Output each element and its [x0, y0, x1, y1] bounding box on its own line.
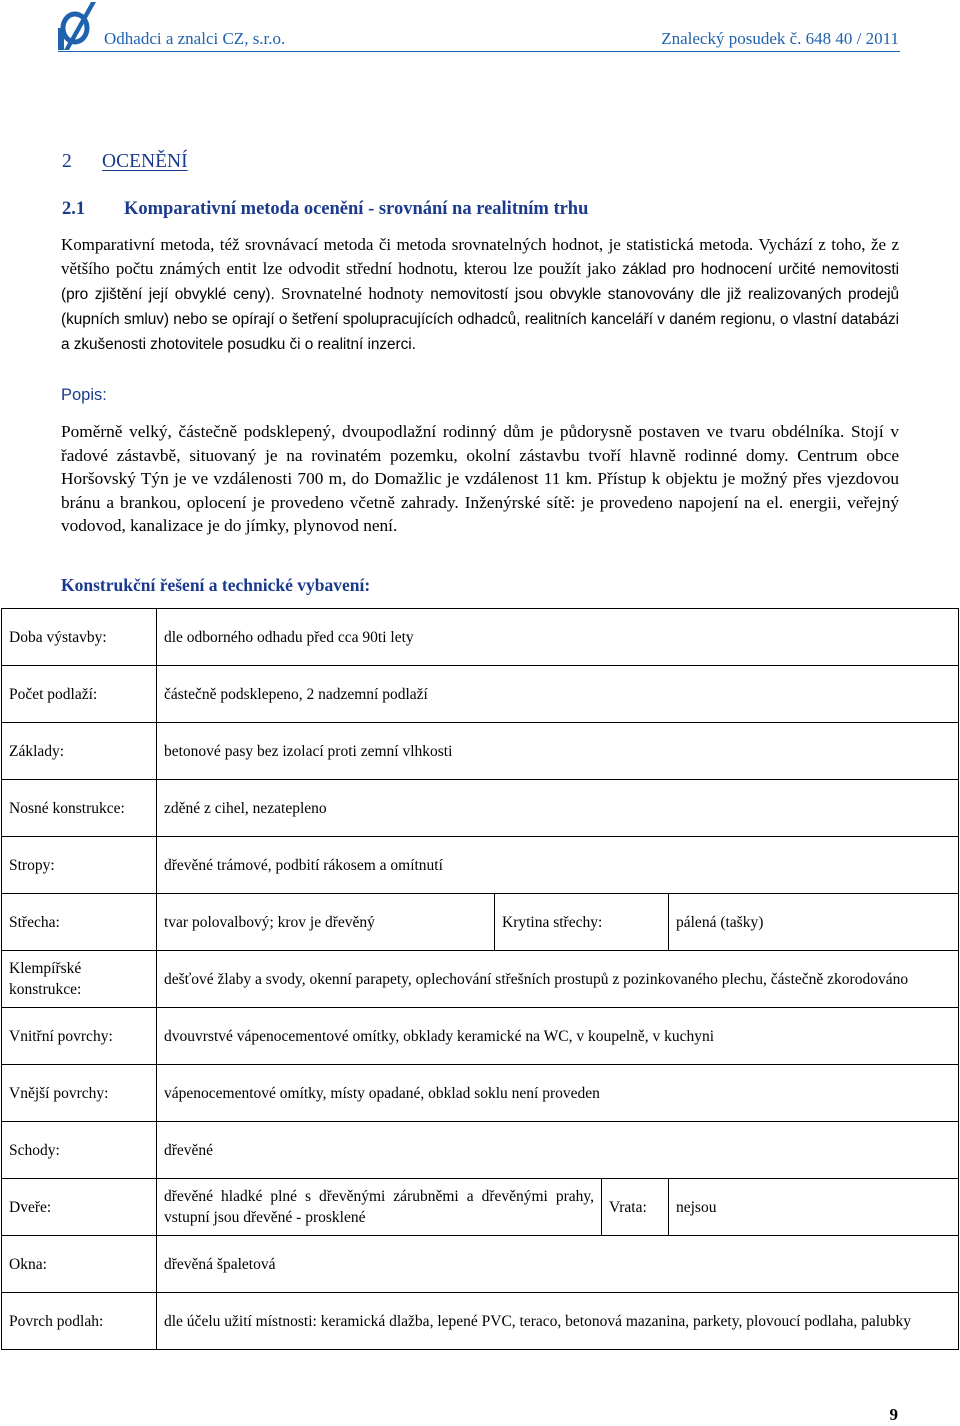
- row-value: vápenocementové omítky, místy opadané, obklad soklu není proveden: [157, 1065, 959, 1122]
- table-row: [2, 837, 959, 894]
- row-label: Vnitřní povrchy:: [2, 1008, 157, 1065]
- report-identifier: Znalecký posudek č. 648 40 / 2011: [661, 29, 899, 48]
- row-value-secondary: nejsou: [669, 1179, 959, 1236]
- row-label: Klempířské konstrukce:: [2, 951, 157, 1008]
- row-label: Povrch podlah:: [2, 1293, 157, 1350]
- table-row: [2, 1236, 959, 1293]
- section-heading: [62, 151, 188, 173]
- header-rule: [58, 51, 900, 52]
- table-row: [2, 780, 959, 837]
- table-row: [2, 1179, 959, 1236]
- row-label: Základy:: [2, 723, 157, 780]
- row-value: dřevěné: [157, 1122, 959, 1179]
- table-row: [2, 1293, 959, 1350]
- intro-part-2: základ pro hodnocení určité nemovitosti (pro zjištění její obvyklé ceny).: [61, 261, 899, 304]
- row-label: Doba výstavby:: [2, 609, 157, 666]
- row-value-secondary: pálená (tašky): [669, 894, 959, 951]
- subsection-title: Komparativní metoda ocenění - srovnání na realitním trhu: [124, 199, 589, 219]
- subsection-number: 2.1: [62, 199, 86, 219]
- row-label: Schody:: [2, 1122, 157, 1179]
- construction-heading: Konstrukční řešení a technické vybavení:: [61, 575, 371, 595]
- construction-table: [1, 608, 959, 1350]
- row-value: dvouvrstvé vápenocementové omítky, obklady keramické na WC, v koupelně, v kuchyni: [157, 1008, 959, 1065]
- row-value: tvar polovalbový; krov je dřevěný: [157, 894, 495, 951]
- row-value: zděné z cihel, nezatepleno: [157, 780, 959, 837]
- row-label-secondary: Krytina střechy:: [495, 894, 669, 951]
- row-value: částečně podsklepeno, 2 nadzemní podlaží: [157, 666, 959, 723]
- page-header: [0, 0, 960, 60]
- row-value: dle účelu užití místnosti: keramická dlažba, lepené PVC, teraco, betonová mazanina, parkety, plovoucí podlaha, palubky: [157, 1293, 959, 1350]
- page-number: 9: [889, 1405, 898, 1424]
- row-value: dřevěné hladké plné s dřevěnými zárubněmi a dřevěnými prahy, vstupní jsou dřevěné - prosklené: [157, 1179, 602, 1236]
- intro-paragraph: [61, 233, 899, 357]
- table-row: [2, 1008, 959, 1065]
- row-value: dle odborného odhadu před cca 90ti lety: [157, 609, 959, 666]
- row-label: Počet podlaží:: [2, 666, 157, 723]
- company-name: Odhadci a znalci CZ, s.r.o.: [104, 29, 286, 48]
- row-label: Nosné konstrukce:: [2, 780, 157, 837]
- table-row: [2, 609, 959, 666]
- popis-heading: Popis:: [61, 386, 107, 404]
- intro-part-4: nemovitostí jsou obvykle stanovovány dle již realizovaných prodejů (kupních smluv) nebo se opírají o šetření spolupracujících odhadců, realitních kanceláří v daném regionu, o vlastní databázi a zkušenosti zhotovitele posudku či o realitní inzerci.: [61, 286, 899, 354]
- row-label: Stropy:: [2, 837, 157, 894]
- section-number: 2: [62, 151, 72, 172]
- table-row: [2, 723, 959, 780]
- row-label: Střecha:: [2, 894, 157, 951]
- company-logo-icon: [58, 2, 100, 50]
- row-value: betonové pasy bez izolací proti zemní vlhkosti: [157, 723, 959, 780]
- table-row: [2, 666, 959, 723]
- row-label-secondary: Vrata:: [602, 1179, 669, 1236]
- row-label: Okna:: [2, 1236, 157, 1293]
- row-label: Dveře:: [2, 1179, 157, 1236]
- row-value: dřevěné trámové, podbití rákosem a omítnutí: [157, 837, 959, 894]
- intro-part-3: Srovnatelné hodnoty: [281, 284, 424, 304]
- table-row: [2, 1122, 959, 1179]
- subsection-heading: [62, 199, 588, 220]
- row-value: dešťové žlaby a svody, okenní parapety, oplechování střešních prostupů z pozinkovaného plechu, částečně zkorodováno: [157, 951, 959, 1008]
- popis-paragraph: Poměrně velký, částečně podsklepený, dvoupodlažní rodinný dům je půdorysně postaven ve tvaru obdélníka. Stojí v řadové zástavbě, situovaný je na rovinatém pozemku, okolní zástavbu tvoří hlavně rodinné domy. Centrum obce Horšovský Týn je ve vzdálenosti 700 m, do Domažlic je vzdálenost 11 km. Přístup k objektu je možný přes vjezdovou bránu a brankou, oplocení je provedeno včetně zahrady. Inženýrské sítě: je provedeno napojení na el. energii, veřejný vodovod, kanalizace je do jímky, plynovod není.: [61, 422, 899, 535]
- table-row: [2, 894, 959, 951]
- row-label: Vnější povrchy:: [2, 1065, 157, 1122]
- table-row: [2, 1065, 959, 1122]
- intro-part-1: Komparativní metoda, též srovnávací metoda či metoda srovnatelných hodnot, je statistická metoda. Vychází z toho, že z většího počtu známých entit lze odvodit střední hodnotu, kterou lze použít jako: [61, 235, 899, 279]
- row-value: dřevěná špaletová: [157, 1236, 959, 1293]
- section-title: OCENĚNÍ: [102, 151, 188, 172]
- table-row: [2, 951, 959, 1008]
